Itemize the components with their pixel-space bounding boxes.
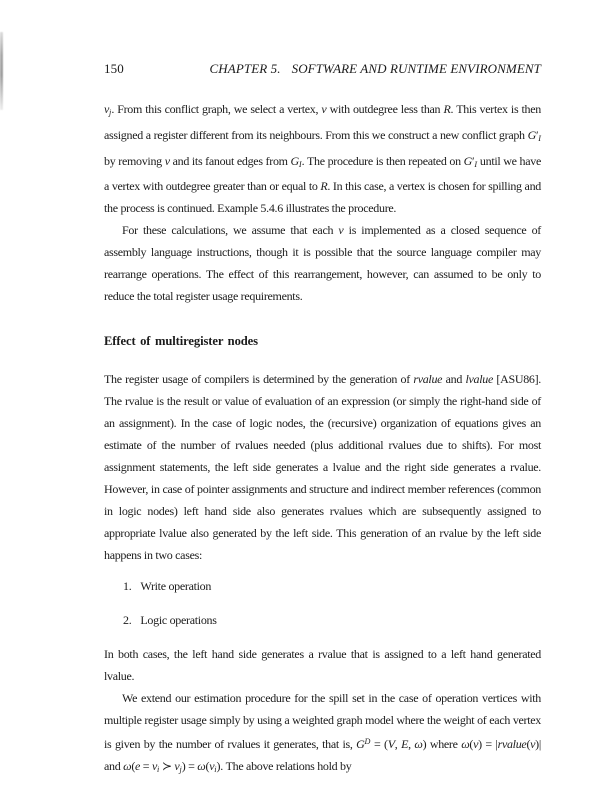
text-run: ω bbox=[123, 759, 132, 774]
document-body bbox=[104, 98, 541, 781]
text-run: and bbox=[442, 372, 466, 387]
text-run: v bbox=[164, 153, 170, 168]
text-run: with outdegree less than bbox=[326, 102, 444, 116]
text-run: until we have a vertex with outdegree greater than or equal to bbox=[104, 153, 541, 194]
text-run: G bbox=[356, 737, 365, 752]
chapter-reference bbox=[210, 61, 541, 77]
text-run: ). The above relations hold by bbox=[216, 759, 352, 774]
text-run: ω bbox=[461, 737, 470, 752]
text-run: R bbox=[443, 102, 451, 116]
text-run: , bbox=[394, 737, 402, 752]
text-run: is implemented as a closed sequence of assembly language instructions, though it is possible that the source language compiler may rearrange operations. The effect of this rearrangement, however, can assumed to be only to reduce the total register usage requirements. bbox=[104, 223, 542, 304]
text-run: G bbox=[527, 127, 536, 142]
text-run: ( bbox=[205, 759, 210, 774]
list-item bbox=[123, 609, 541, 631]
text-run: v bbox=[209, 759, 215, 774]
list-item-number: 1. bbox=[123, 579, 132, 594]
text-run: ) = bbox=[181, 759, 198, 774]
text-run: and its fanout edges from bbox=[169, 153, 291, 168]
text-run: )| and bbox=[104, 737, 541, 774]
text-run: . This vertex is then assigned a register different from its neighbours. From this we construct a new conflict graph bbox=[104, 102, 541, 142]
chapter-label: CHAPTER 5. bbox=[209, 61, 281, 76]
text-run: v bbox=[530, 737, 536, 752]
text-run: v bbox=[104, 102, 110, 116]
text-run: . From this conflict graph, we select a vertex, bbox=[111, 102, 322, 116]
text-run: R bbox=[320, 179, 328, 194]
text-run: ≻ bbox=[159, 759, 175, 774]
text-run: ( bbox=[469, 737, 474, 752]
text-run: v bbox=[151, 759, 157, 774]
text-run: = ( bbox=[370, 737, 388, 752]
scan-artifact-streak bbox=[0, 32, 3, 110]
list-item bbox=[123, 575, 541, 597]
text-run: For these calculations, we assume that each bbox=[122, 223, 339, 238]
text-run: ω bbox=[414, 737, 423, 752]
text-run: V bbox=[387, 737, 395, 752]
text-run: . In this case, a vertex is chosen for spilling and the process is continued. Example 5.4.6 illustrates the procedure. bbox=[104, 179, 541, 216]
text-run: v bbox=[338, 223, 344, 238]
list-item-number: 2. bbox=[123, 613, 132, 628]
text-run: lvalue bbox=[465, 372, 493, 387]
text-run: I bbox=[474, 159, 478, 169]
text-run: ′ bbox=[472, 153, 475, 168]
paragraph bbox=[104, 368, 541, 566]
ordered-list bbox=[104, 575, 541, 631]
text-run: I bbox=[298, 159, 302, 169]
chapter-title: SOFTWARE AND RUNTIME ENVIRONMENT bbox=[291, 61, 541, 76]
page-number: 150 bbox=[104, 61, 124, 76]
text-run: j bbox=[179, 765, 182, 775]
text-run: v bbox=[473, 737, 479, 752]
text-run: rvalue bbox=[497, 737, 527, 752]
text-run: E bbox=[401, 737, 409, 752]
text-run: v bbox=[174, 759, 180, 774]
text-run: In both cases, the left hand side generates a rvalue that is assigned to a left hand generated lvalue. bbox=[104, 647, 541, 684]
text-run: i bbox=[156, 765, 160, 775]
text-run: ( bbox=[131, 759, 136, 774]
text-run: e bbox=[135, 759, 141, 774]
text-run: rvalue bbox=[413, 372, 443, 387]
text-run: G bbox=[463, 153, 473, 168]
text-run: = bbox=[140, 759, 152, 774]
text-run: G bbox=[290, 153, 299, 168]
list-item-text: Write operation bbox=[140, 579, 212, 594]
text-run: We extend our estimation procedure for the spill set in the case of operation vertices with multiple register usage simply by using a weighted graph model where the weight of each vertex is given by the number of rvalues it generates, that is, bbox=[104, 691, 541, 752]
text-run: I bbox=[538, 133, 541, 143]
text-run: ′ bbox=[535, 127, 539, 142]
text-run: v bbox=[321, 102, 327, 116]
paragraph bbox=[104, 643, 541, 687]
running-header bbox=[104, 61, 541, 77]
text-run: i bbox=[214, 765, 217, 775]
text-run: ω bbox=[197, 759, 206, 774]
paragraph bbox=[104, 219, 541, 307]
text-run: ) = | bbox=[478, 737, 498, 752]
text-run: [ASU86]. The rvalue is the result or value of evaluation of an expression (or simply the right-hand side of an assignment). In the case of logic nodes, the (recursive) organization of equations gives an estimate of the number of rvalues needed (plus additional rvalues due to shifts). For most assignment statements, the left side generates a lvalue and the right side generates a rvalue. However, in case of pointer assignments and structure and indirect member references (common in logic nodes) left hand side also generates rvalues which are subsequently assigned to appropriate lvalue also generated by the left side. This generation of an rvalue by the left side happens in two cases: bbox=[104, 372, 541, 563]
text-run: D bbox=[364, 737, 371, 747]
text-run: . The procedure is then repeated on bbox=[301, 153, 464, 168]
text-run: The register usage of compilers is determined by the generation of bbox=[104, 372, 414, 387]
text-run: , bbox=[408, 737, 415, 752]
text-run: ( bbox=[526, 737, 531, 752]
text-run: by removing bbox=[104, 153, 165, 168]
paragraph bbox=[104, 98, 541, 219]
section-heading: Effect of multiregister nodes bbox=[104, 334, 258, 349]
text-run: j bbox=[109, 107, 112, 117]
list-item-text: Logic operations bbox=[140, 613, 217, 628]
text-run: ) where bbox=[422, 737, 462, 752]
paragraph bbox=[104, 687, 541, 781]
